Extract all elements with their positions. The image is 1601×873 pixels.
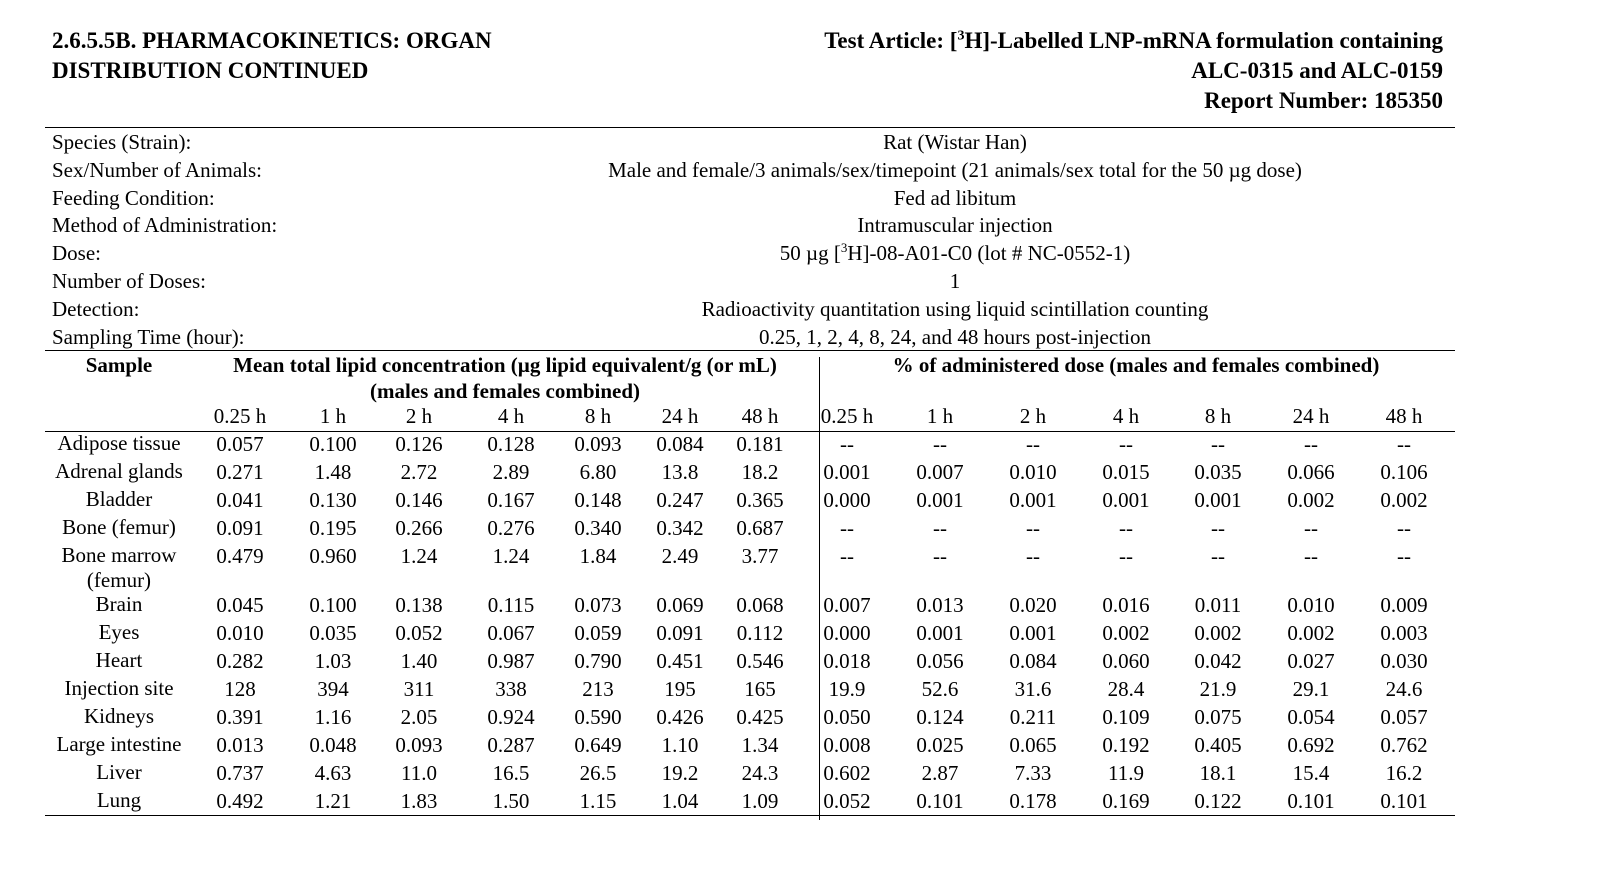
- sample-name: [45, 543, 193, 593]
- sample-name-line: Liver: [96, 760, 142, 784]
- test-article-line-1: [683, 26, 1443, 56]
- study-info-label: Species (Strain):: [52, 130, 192, 154]
- sample-name-line: Heart: [95, 648, 143, 672]
- percent-dose-value: --: [1119, 544, 1133, 568]
- sample-name-line: Bladder: [85, 487, 153, 511]
- sample-name-line: Brain: [95, 592, 143, 616]
- concentration-value: 0.960: [309, 544, 357, 568]
- percent-dose-value: --: [1304, 516, 1318, 540]
- study-info-value-prefix: 50 µg [: [779, 241, 841, 266]
- study-info-row: [45, 296, 1455, 324]
- study-info-label: Method of Administration:: [52, 213, 278, 238]
- concentration-value: 0.287: [487, 733, 535, 757]
- sample-name-line: Bone (femur): [62, 515, 176, 539]
- concentration-value: 0.340: [574, 516, 622, 540]
- percent-dose-value: 0.001: [1009, 621, 1057, 645]
- concentration-value: 311: [403, 677, 435, 701]
- sample-name-line: Eyes: [98, 620, 140, 644]
- percent-dose-value: --: [840, 544, 854, 568]
- concentration-value: 0.045: [216, 593, 264, 617]
- concentration-value: 0.342: [656, 516, 704, 540]
- concentration-value: 0.010: [216, 621, 264, 645]
- study-info-value-superscript: 3: [840, 240, 848, 256]
- percent-dose-value: 0.084: [1009, 649, 1057, 673]
- concentration-value: 19.2: [661, 761, 699, 785]
- concentration-value: 1.84: [579, 544, 617, 568]
- study-info-value-suffix: H]-08-A01-C0 (lot # NC-0552-1): [847, 241, 1131, 266]
- concentration-value: 0.052: [395, 621, 443, 645]
- concentration-value: 0.100: [309, 593, 357, 617]
- percent-dose-value: 0.000: [823, 488, 871, 512]
- percent-dose-value: 0.002: [1194, 621, 1242, 645]
- percent-dose-value: 24.6: [1385, 677, 1423, 701]
- test-article-suffix: H]-Labelled LNP-mRNA formulation containing: [964, 28, 1443, 53]
- study-info-value: Fed ad libitum: [893, 185, 1017, 210]
- document-title: [52, 26, 612, 86]
- concentration-value: 0.048: [309, 733, 357, 757]
- concentration-value: 195: [664, 677, 696, 701]
- concentration-value: 128: [224, 677, 256, 701]
- study-info-label: Number of Doses:: [52, 268, 206, 293]
- study-info-row: [45, 212, 1455, 240]
- study-info-label: Feeding Condition:: [52, 185, 215, 210]
- concentration-value: 1.04: [661, 789, 699, 813]
- percent-dose-value: --: [1397, 516, 1411, 540]
- percent-dose-value: --: [933, 516, 947, 540]
- test-article-block: [683, 26, 1443, 116]
- percent-dose-timepoint-header: 8 h: [1204, 404, 1232, 428]
- study-info-label: Dose:: [52, 241, 101, 266]
- percent-dose-value: 0.692: [1287, 733, 1335, 757]
- concentration-value: 0.687: [736, 516, 784, 540]
- concentration-timepoint-header: 24 h: [661, 404, 699, 428]
- study-info-value: [500, 240, 1410, 268]
- concentration-value: 0.035: [309, 621, 357, 645]
- table-bottom-divider: [45, 815, 1455, 816]
- percent-dose-value: 0.405: [1194, 733, 1242, 757]
- percent-dose-timepoint-header: 4 h: [1112, 404, 1140, 428]
- sample-name-line: Adipose tissue: [57, 431, 181, 455]
- percent-dose-value: 19.9: [828, 677, 866, 701]
- percent-dose-value: 0.018: [823, 649, 871, 673]
- concentration-value: 2.49: [661, 544, 699, 568]
- percent-dose-value: 0.124: [916, 705, 964, 729]
- percent-dose-value: 52.6: [921, 677, 959, 701]
- percent-dose-value: 0.075: [1194, 705, 1242, 729]
- percent-dose-value: 0.025: [916, 733, 964, 757]
- concentration-value: 0.084: [656, 432, 704, 456]
- percent-dose-value: 15.4: [1292, 761, 1330, 785]
- concentration-value: 338: [495, 677, 527, 701]
- sample-name: [45, 648, 193, 673]
- study-info-row: [45, 129, 1455, 157]
- percent-dose-value: --: [1026, 544, 1040, 568]
- percent-dose-value: 0.002: [1102, 621, 1150, 645]
- study-info-label: Sampling Time (hour):: [52, 324, 245, 349]
- concentration-timepoint-header: 1 h: [319, 404, 347, 428]
- concentration-value: 0.247: [656, 488, 704, 512]
- sample-name-line: Bone marrow: [61, 543, 177, 567]
- concentration-value: 213: [582, 677, 614, 701]
- concentration-value: 1.15: [579, 789, 617, 813]
- percent-dose-value: --: [1119, 432, 1133, 456]
- sample-name-line: Kidneys: [84, 704, 154, 728]
- study-info-row: [45, 268, 1455, 296]
- sample-name: [45, 704, 193, 729]
- concentration-value: 1.24: [492, 544, 530, 568]
- percent-dose-value: 16.2: [1385, 761, 1423, 785]
- concentration-value: 1.03: [314, 649, 352, 673]
- concentration-value: 0.130: [309, 488, 357, 512]
- concentration-value: 4.63: [314, 761, 352, 785]
- concentration-value: 0.091: [216, 516, 264, 540]
- percent-dose-value: 29.1: [1292, 677, 1330, 701]
- percent-dose-value: --: [933, 432, 947, 456]
- percent-dose-value: 0.056: [916, 649, 964, 673]
- concentration-value: 0.148: [574, 488, 622, 512]
- percent-dose-value: 0.002: [1287, 621, 1335, 645]
- percent-dose-value: 0.003: [1380, 621, 1428, 645]
- concentration-value: 0.100: [309, 432, 357, 456]
- concentration-value: 0.126: [395, 432, 443, 456]
- concentration-value: 0.479: [216, 544, 264, 568]
- percent-dose-value: 0.016: [1102, 593, 1150, 617]
- concentration-value: 18.2: [741, 460, 779, 484]
- study-info-value: Male and female/3 animals/sex/timepoint (21 animals/sex total for the 50 µg dose): [608, 157, 1302, 182]
- percent-dose-value: 0.065: [1009, 733, 1057, 757]
- percent-dose-value: --: [1211, 516, 1225, 540]
- percent-dose-value: 11.9: [1108, 761, 1144, 785]
- concentration-timepoint-header: 8 h: [584, 404, 612, 428]
- percent-dose-value: --: [1304, 432, 1318, 456]
- percent-dose-value: --: [1026, 516, 1040, 540]
- percent-dose-value: 0.060: [1102, 649, 1150, 673]
- concentration-value: 0.112: [736, 621, 784, 645]
- concentration-group-header: [190, 352, 820, 404]
- percent-dose-value: 2.87: [921, 761, 959, 785]
- percent-dose-value: 21.9: [1199, 677, 1237, 701]
- concentration-value: 1.50: [492, 789, 530, 813]
- concentration-timepoint-header: 0.25 h: [213, 404, 267, 428]
- percent-dose-value: 0.762: [1380, 733, 1428, 757]
- percent-dose-value: 0.001: [916, 621, 964, 645]
- study-info-value: Rat (Wistar Han): [883, 130, 1027, 154]
- percent-dose-timepoint-header: 0.25 h: [820, 404, 874, 428]
- percent-dose-value: --: [1026, 432, 1040, 456]
- percent-dose-value: 0.169: [1102, 789, 1150, 813]
- percent-dose-timepoint-header: 1 h: [926, 404, 954, 428]
- percent-dose-timepoint-header: 48 h: [1385, 404, 1423, 428]
- sample-name-line: Adrenal glands: [55, 459, 183, 483]
- percent-dose-value: 0.106: [1380, 460, 1428, 484]
- study-info-value: Radioactivity quantitation using liquid scintillation counting: [701, 296, 1209, 321]
- percent-dose-value: --: [1397, 432, 1411, 456]
- concentration-value: 0.790: [574, 649, 622, 673]
- percent-dose-value: --: [1119, 516, 1133, 540]
- concentration-value: 0.067: [487, 621, 535, 645]
- concentration-value: 0.649: [574, 733, 622, 757]
- concentration-value: 1.21: [314, 789, 352, 813]
- sample-name: [45, 676, 193, 701]
- study-info-label: Detection:: [52, 296, 140, 321]
- concentration-value: 0.987: [487, 649, 535, 673]
- test-article-superscript: 3: [957, 28, 965, 44]
- concentration-value: 0.057: [216, 432, 264, 456]
- percent-dose-value: 0.001: [1009, 488, 1057, 512]
- concentration-value: 0.546: [736, 649, 784, 673]
- sample-column-header: Sample: [85, 353, 153, 377]
- study-info-row: [45, 324, 1455, 352]
- title-line-1: 2.6.5.5B. PHARMACOKINETICS: ORGAN: [52, 28, 492, 53]
- concentration-value: 0.115: [487, 593, 535, 617]
- study-info-value: Intramuscular injection: [857, 213, 1053, 238]
- concentration-value: 2.89: [492, 460, 530, 484]
- percent-dose-value: 0.030: [1380, 649, 1428, 673]
- percent-dose-value: 0.035: [1194, 460, 1242, 484]
- percent-dose-value: --: [933, 544, 947, 568]
- sample-name: [45, 592, 193, 617]
- concentration-value: 394: [317, 677, 349, 701]
- sample-name: [45, 431, 193, 456]
- test-article-line-2: ALC-0315 and ALC-0159: [1191, 58, 1443, 83]
- percent-dose-value: 0.122: [1194, 789, 1242, 813]
- percent-dose-value: 0.027: [1287, 649, 1335, 673]
- report-number: Report Number: 185350: [1204, 88, 1443, 113]
- concentration-value: 11.0: [401, 761, 437, 785]
- percent-dose-value: 0.009: [1380, 593, 1428, 617]
- study-info-value: 1: [949, 268, 961, 293]
- concentration-value: 26.5: [579, 761, 617, 785]
- study-info-row: [45, 240, 1455, 268]
- concentration-value: 0.590: [574, 705, 622, 729]
- percent-dose-value: 0.010: [1009, 460, 1057, 484]
- concentration-value: 16.5: [492, 761, 530, 785]
- percent-dose-value: --: [840, 516, 854, 540]
- percent-dose-value: --: [1397, 544, 1411, 568]
- sample-name: [45, 760, 193, 785]
- percent-dose-value: 0.001: [916, 488, 964, 512]
- concentration-value: 0.282: [216, 649, 264, 673]
- percent-dose-value: 0.052: [823, 789, 871, 813]
- concentration-value: 1.83: [400, 789, 438, 813]
- concentration-value: 2.72: [400, 460, 438, 484]
- sample-name-line: (femur): [86, 568, 152, 592]
- percent-dose-value: 0.101: [1287, 789, 1335, 813]
- concentration-value: 0.492: [216, 789, 264, 813]
- concentration-value: 0.073: [574, 593, 622, 617]
- percent-dose-value: 0.000: [823, 621, 871, 645]
- percent-dose-value: 0.042: [1194, 649, 1242, 673]
- concentration-value: 0.093: [395, 733, 443, 757]
- percent-dose-timepoint-header: 24 h: [1292, 404, 1330, 428]
- percent-dose-value: 0.008: [823, 733, 871, 757]
- study-info-row: [45, 185, 1455, 213]
- concentration-timepoint-header: 48 h: [741, 404, 779, 428]
- percent-dose-value: 0.020: [1009, 593, 1057, 617]
- concentration-value: 1.10: [661, 733, 699, 757]
- concentration-value: 0.041: [216, 488, 264, 512]
- percent-dose-value: 0.602: [823, 761, 871, 785]
- study-info-value: 0.25, 1, 2, 4, 8, 24, and 48 hours post-injection: [759, 324, 1151, 349]
- concentration-value: 13.8: [661, 460, 699, 484]
- concentration-value: 0.167: [487, 488, 535, 512]
- percent-dose-value: 0.101: [1380, 789, 1428, 813]
- percent-dose-value: --: [1211, 432, 1225, 456]
- concentration-value: 0.181: [736, 432, 784, 456]
- percent-dose-value: 0.002: [1287, 488, 1335, 512]
- concentration-value: 1.09: [741, 789, 779, 813]
- percent-dose-value: --: [1211, 544, 1225, 568]
- percent-dose-value: 0.066: [1287, 460, 1335, 484]
- sample-name: [45, 732, 193, 757]
- concentration-header-line-1: Mean total lipid concentration (µg lipid equivalent/g (or mL): [233, 353, 777, 377]
- concentration-timepoint-header: 4 h: [497, 404, 525, 428]
- percent-dose-value: 0.178: [1009, 789, 1057, 813]
- percent-dose-value: 0.010: [1287, 593, 1335, 617]
- concentration-value: 0.068: [736, 593, 784, 617]
- concentration-value: 0.425: [736, 705, 784, 729]
- concentration-value: 0.093: [574, 432, 622, 456]
- concentration-value: 0.365: [736, 488, 784, 512]
- study-info: [45, 129, 1455, 351]
- concentration-value: 0.426: [656, 705, 704, 729]
- percent-dose-value: 0.001: [1102, 488, 1150, 512]
- concentration-header-line-2: (males and females combined): [369, 379, 641, 403]
- percent-dose-value: 0.011: [1194, 593, 1242, 617]
- concentration-value: 0.091: [656, 621, 704, 645]
- concentration-value: 0.266: [395, 516, 443, 540]
- sample-name: [45, 515, 193, 540]
- header-divider: [45, 127, 1455, 128]
- table-top-divider: [45, 350, 1455, 351]
- sample-name: [45, 788, 193, 813]
- concentration-value: 6.80: [579, 460, 617, 484]
- concentration-value: 24.3: [741, 761, 779, 785]
- percent-dose-value: --: [840, 432, 854, 456]
- percent-dose-value: 0.192: [1102, 733, 1150, 757]
- concentration-value: 0.146: [395, 488, 443, 512]
- percent-dose-value: 0.054: [1287, 705, 1335, 729]
- concentration-value: 0.276: [487, 516, 535, 540]
- sample-name-line: Lung: [96, 788, 142, 812]
- concentration-value: 3.77: [741, 544, 779, 568]
- sample-name-line: Large intestine: [56, 732, 182, 756]
- concentration-value: 1.40: [400, 649, 438, 673]
- percent-dose-value: 0.001: [823, 460, 871, 484]
- sample-name-line: Injection site: [64, 676, 174, 700]
- percent-dose-value: 0.007: [916, 460, 964, 484]
- concentration-value: 0.737: [216, 761, 264, 785]
- concentration-value: 1.34: [741, 733, 779, 757]
- concentration-value: 1.48: [314, 460, 352, 484]
- sample-name: [45, 459, 193, 484]
- percent-dose-value: 7.33: [1014, 761, 1052, 785]
- percent-dose-value: 0.109: [1102, 705, 1150, 729]
- percent-dose-value: 28.4: [1107, 677, 1145, 701]
- percent-dose-value: 0.015: [1102, 460, 1150, 484]
- percent-dose-value: 0.211: [1009, 705, 1057, 729]
- concentration-value: 0.059: [574, 621, 622, 645]
- concentration-value: 1.16: [314, 705, 352, 729]
- percent-dose-value: 0.007: [823, 593, 871, 617]
- concentration-value: 0.013: [216, 733, 264, 757]
- concentration-value: 0.195: [309, 516, 357, 540]
- percent-dose-value: 0.101: [916, 789, 964, 813]
- percent-dose-timepoint-header: 2 h: [1019, 404, 1047, 428]
- percent-dose-value: 0.001: [1194, 488, 1242, 512]
- concentration-value: 0.391: [216, 705, 264, 729]
- percent-dose-value: 0.050: [823, 705, 871, 729]
- concentration-value: 0.128: [487, 432, 535, 456]
- test-article-prefix: Test Article: [: [824, 28, 958, 53]
- sample-name: [45, 620, 193, 645]
- study-info-label: Sex/Number of Animals:: [52, 157, 262, 182]
- concentration-value: 0.924: [487, 705, 535, 729]
- concentration-value: 0.451: [656, 649, 704, 673]
- percent-dose-value: 31.6: [1014, 677, 1052, 701]
- title-line-2: DISTRIBUTION CONTINUED: [52, 58, 369, 83]
- concentration-value: 0.138: [395, 593, 443, 617]
- percent-dose-value: 0.057: [1380, 705, 1428, 729]
- percent-dose-value: 0.002: [1380, 488, 1428, 512]
- concentration-timepoint-header: 2 h: [405, 404, 433, 428]
- study-info-row: [45, 157, 1455, 185]
- concentration-value: 0.271: [216, 460, 264, 484]
- sample-name: [45, 487, 193, 512]
- concentration-value: 0.069: [656, 593, 704, 617]
- percent-dose-value: 0.013: [916, 593, 964, 617]
- percent-dose-value: 18.1: [1199, 761, 1237, 785]
- concentration-value: 1.24: [400, 544, 438, 568]
- concentration-value: 2.05: [400, 705, 438, 729]
- concentration-value: 165: [744, 677, 776, 701]
- percent-dose-group-header: % of administered dose (males and females combined): [892, 353, 1380, 377]
- percent-dose-value: --: [1304, 544, 1318, 568]
